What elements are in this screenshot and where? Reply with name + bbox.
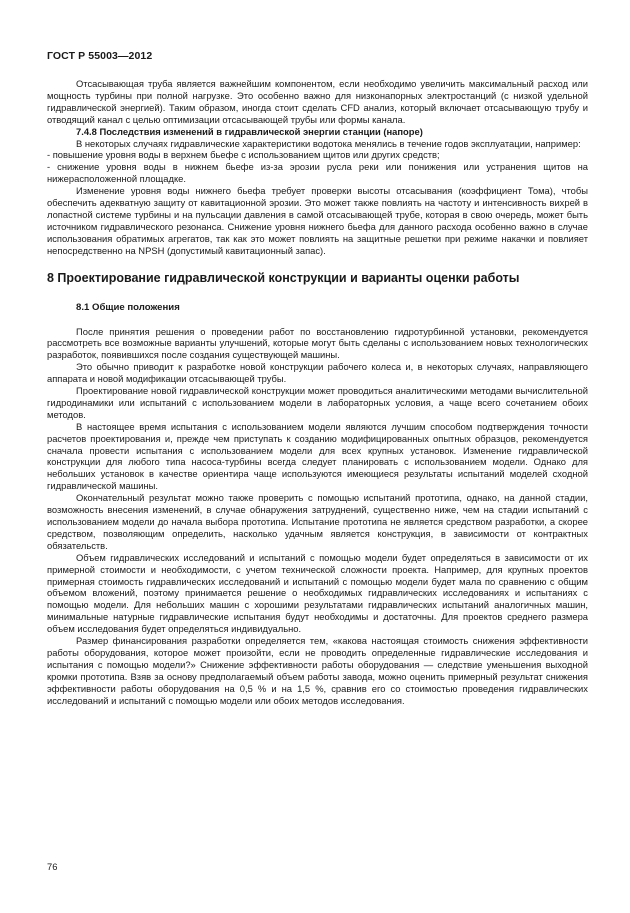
- page-number: 76: [47, 861, 58, 872]
- section-8-paragraph: В настоящее время испытания с использованием модели являются лучшим способом подтверждения точности расчетов проектирования и, прежде чем приступать к созданию модифицированных опытных образцов, рекомендуется сначала провести испытания с использованием модели для всех крупных установок. Изменение гидравлической конструкции для любого типа насоса-турбины всегда следует планировать с использованием модели. Однако для небольших установок в качестве ориентира чаще используются имеющиеся результаты испытаний моделей сходной гидравлической машины.: [47, 420, 588, 492]
- page-content: [47, 78, 588, 707]
- section-8-paragraph: Окончательный результат можно также проверить с помощью испытаний прототипа, однако, на данной стадии, возможность внесения изменений, в случае обнаружения затруднений, существенно ниже, чем на стадии испытаний с использованием модели до начала выбора прототипа. Испытание прототипа не является средством разработки, а скорее средством, позволяющим определить, насколько удачным является конструкция, в зависимости от контрактных обязательств.: [47, 492, 588, 551]
- list-item: - снижение уровня воды в нижнем бьефе из-за эрозии русла реки или понижения или устранения щитов на нижерасположенной площадке.: [47, 161, 588, 185]
- subsection-title-81: 8.1 Общие положения: [76, 301, 180, 313]
- subsection-748-body: Изменение уровня воды нижнего бьефа требует проверки высоты отсасывания (коэффициент Тома), чтобы обеспечить адекватную защиту от кавитационной эрозии. Это может также повлиять на частоту и интенсивность вихрей в лопастной системе турбины и на пульсации давления в самой отсасывающей трубе, которая в свою очередь, может быть источником гидравлического резонанса. Снижение уровня нижнего бьефа для данного расхода особенно важно в случае использования обратимых агрегатов, так как это может повлиять на защитные решетки при режиме накачки и повлияет непосредственно на NPSH (допустимый кавитационный запас).: [47, 185, 588, 256]
- list-item: - повышение уровня воды в верхнем бьефе с использованием щитов или других средств;: [47, 149, 440, 161]
- section-8-paragraph: Размер финансирования разработки определяется тем, «какова настоящая стоимость снижения эффективности работы оборудования, которое может произойти, если не проводить определенные гидравлические исследования и испытания с помощью модели?» Снижение эффективности работы оборудования — следствие уменьшения выходной кромки прототипа. Взяв за основу предполагаемый объем работы завода, можно оценить примерный результат снижения эффективности работы оборудования на 0,5 % и на 1,5 %, сравнив его со стоимостью проведения гидравлических исследований и испытаний с помощью модели или обоих методов исследования.: [47, 635, 588, 706]
- paragraph-draft-tube: Отсасывающая труба является важнейшим компонентом, если необходимо увеличить максимальный расход или мощность турбины при полной нагрузке. Это особенно важно для низконапорных электростанций (с низкой удельной гидравлической энергией). Таким образом, иногда стоит сделать CFD анализ, который включает отсасывающую трубу и отводящий канал с целью оптимизации отсасывающей трубы или формы канала.: [47, 78, 588, 125]
- section-8-paragraph: Проектирование новой гидравлической конструкции может проводиться аналитическими методами вычислительной гидродинамики или испытаний с использованием модели в лабораторных условия, а чаще всего сочетанием обоих методов.: [47, 385, 588, 420]
- subsection-748-intro: В некоторых случаях гидравлические характеристики водотока менялись в течение годов эксплуатации, например:: [76, 137, 581, 149]
- section-8-paragraph: Объем гидравлических исследований и испытаний с помощью модели будет определяться в зависимости от их примерной стоимости и необходимости, с учетом технической сложности проекта. Например, для крупных проектов примерная стоимость гидравлических исследований и испытаний с помощью модели будет мала по сравнению с общим объемом вложений, поэтому принимается решение о необходимых гидравлических исследованиях и испытаниях с помощью модели. Для небольших машин с хорошими результатами гидравлических испытаний аналогичных машин, минимальные натурные гидравлические испытания будут необходимы и достаточны. Для проектов среднего размера объем исследования будет определяться индивидуально.: [47, 551, 588, 635]
- subsection-title-748: 7.4.8 Последствия изменений в гидравлической энергии станции (напоре): [76, 125, 423, 137]
- section-8-paragraph: После принятия решения о проведении работ по восстановлению гидротурбинной установки, рекомендуется рассмотреть все возможные варианты улучшений, которые могут быть сделаны с использованием новых технологических разработок, появившихся после создания существующей машины.: [47, 325, 588, 361]
- section-8-paragraph: Это обычно приводит к разработке новой конструкции рабочего колеса и, в некоторых случаях, направляющего аппарата и новой модификации отсасывающей трубы.: [47, 361, 588, 385]
- section-title-8: 8 Проектирование гидравлической конструкции и варианты оценки работы: [47, 270, 520, 285]
- document-header: ГОСТ Р 55003—2012: [47, 50, 153, 62]
